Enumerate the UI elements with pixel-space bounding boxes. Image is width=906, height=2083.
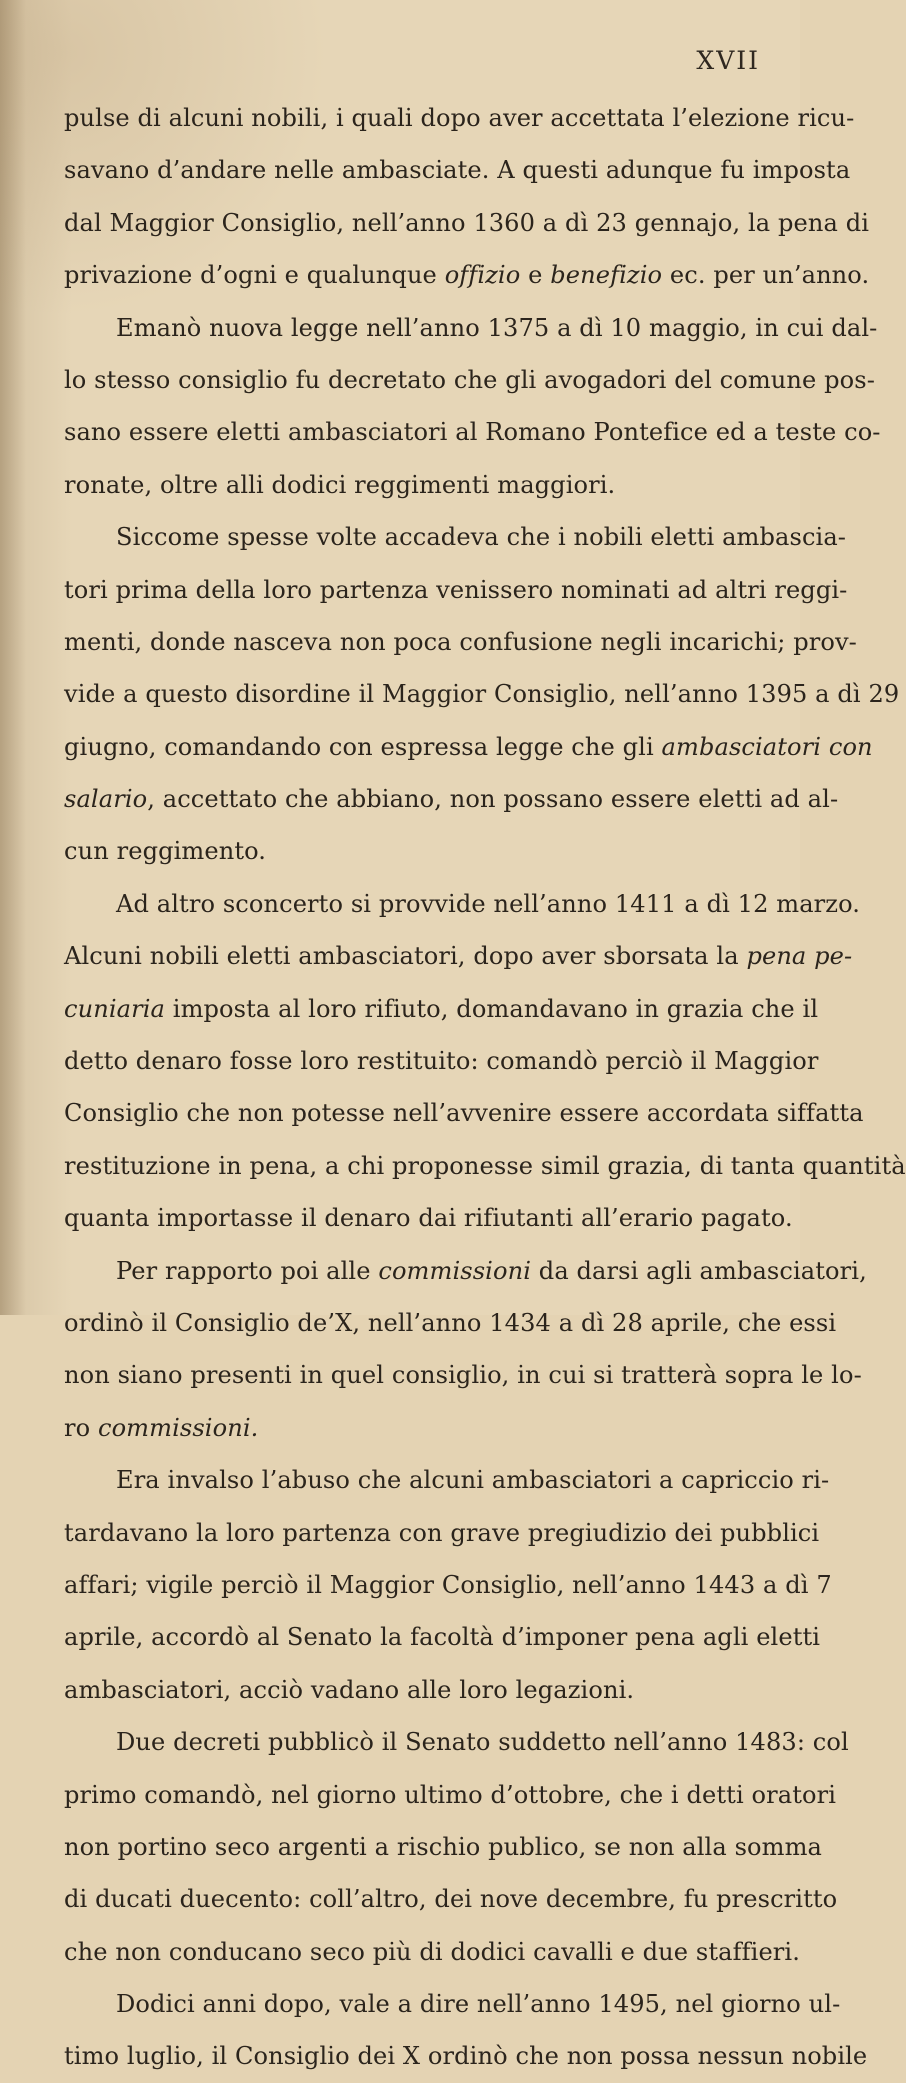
- line-text: Consiglio che non potesse nell’avvenire essere accordata siffatta: [64, 1099, 864, 1128]
- line-text: di ducati duecento: coll’altro, dei nove decembre, fu prescritto: [64, 1885, 838, 1914]
- line-text: vide a questo disordine il Maggior Consiglio, nell’anno 1395 a dì 29: [64, 680, 900, 709]
- text-line: [64, 1926, 800, 1978]
- line-text: ec. per un’anno.: [662, 261, 870, 290]
- line-text: e: [520, 261, 551, 290]
- line-text: dal Maggior Consiglio, nell’anno 1360 a dì 23 gennajo, la pena di: [64, 208, 870, 237]
- line-text: savano d’andare nelle ambasciate. A questi adunque fu imposta: [64, 156, 851, 185]
- line-text: Per rapporto poi alle: [116, 1256, 379, 1285]
- text-line: [64, 1035, 819, 1087]
- text-line: [64, 197, 870, 249]
- text-line: [64, 564, 848, 616]
- text-line: [64, 1402, 764, 1454]
- page-edge-shadow: [0, 0, 26, 1315]
- line-text: menti, donde nasceva non poca confusione negli incarichi; prov-: [64, 627, 857, 656]
- text-line: [64, 1716, 849, 1768]
- text-line: [64, 1192, 793, 1244]
- line-text: privazione d’ogni e qualunque: [64, 261, 445, 290]
- italic-term: pena pe-: [746, 942, 853, 971]
- body-text: [64, 92, 906, 2083]
- line-text: tori prima della loro partenza venissero nominati ad altri reggi-: [64, 575, 848, 604]
- text-line: [64, 302, 878, 354]
- text-line: [64, 1245, 867, 1297]
- text-line: [64, 1140, 906, 1192]
- line-text: Ad altro sconcerto si provvide nell’anno 1411 a dì 12 marzo.: [116, 889, 861, 918]
- italic-term: benefizio: [550, 261, 663, 290]
- italic-term: cuniaria: [64, 994, 165, 1023]
- text-line: [64, 773, 839, 825]
- text-line: [64, 2030, 868, 2082]
- text-line: [64, 1769, 837, 1821]
- line-text: sano essere eletti ambasciatori al Romano Pontefice ed a teste co-: [64, 418, 881, 447]
- line-text: ambasciatori, acciò vadano alle loro legazioni.: [64, 1675, 635, 1704]
- text-line: [64, 1349, 862, 1401]
- italic-term: ambasciatori con: [661, 732, 873, 761]
- line-text: Emanò nuova legge nell’anno 1375 a dì 10 maggio, in cui dal-: [116, 313, 878, 342]
- text-line: [64, 825, 764, 877]
- line-text: pulse di alcuni nobili, i quali dopo aver accettata l’elezione ricu-: [64, 104, 855, 132]
- text-line: [64, 1559, 832, 1611]
- line-text: non portino seco argenti a rischio publico, se non alla somma: [64, 1832, 823, 1861]
- line-text: imposta al loro rifiuto, domandavano in grazia che il: [165, 994, 819, 1023]
- text-line: [64, 144, 851, 196]
- italic-term: commissioni.: [97, 1413, 259, 1442]
- text-line: [64, 459, 764, 511]
- line-text: Alcuni nobili eletti ambasciatori, dopo aver sborsata la: [64, 942, 747, 971]
- line-text: quanta importasse il denaro dai rifiutanti all’erario pagato.: [64, 1204, 793, 1233]
- line-text: ro: [64, 1413, 98, 1442]
- line-text: non siano presenti in quel consiglio, in cui si tratterà sopra le lo-: [64, 1361, 862, 1390]
- page-header: [0, 46, 800, 86]
- text-line: [64, 1978, 841, 2030]
- text-line: [64, 1611, 821, 1663]
- text-line: [64, 249, 870, 301]
- text-line: [64, 878, 861, 930]
- text-line: [64, 1454, 830, 1506]
- line-text: Due decreti pubblicò il Senato suddetto nell’anno 1483: col: [116, 1728, 849, 1757]
- line-text: che non conducano seco più di dodici cavalli e due staffieri.: [64, 1937, 800, 1966]
- text-line: [64, 354, 875, 406]
- text-line: [64, 1664, 764, 1716]
- line-text: , accettato che abbiano, non possano essere eletti ad al-: [147, 785, 839, 814]
- text-line: [64, 983, 819, 1035]
- line-text: da darsi agli ambasciatori,: [531, 1256, 867, 1285]
- text-line: [64, 1507, 820, 1559]
- line-text: primo comandò, nel giorno ultimo d’ottobre, che i detti oratori: [64, 1780, 837, 1809]
- text-line: [64, 1821, 823, 1873]
- line-text: Siccome spesse volte accadeva che i nobili eletti ambascia-: [116, 523, 847, 552]
- text-line: [64, 668, 900, 720]
- line-text: aprile, accordò al Senato la facoltà d’imponer pena agli eletti: [64, 1623, 821, 1652]
- text-line: [64, 511, 847, 563]
- text-line: [64, 92, 855, 144]
- text-line: [64, 930, 853, 982]
- line-text: detto denaro fosse loro restituito: comandò perciò il Maggior: [64, 1047, 819, 1076]
- italic-term: commissioni: [378, 1256, 532, 1285]
- italic-term: offizio: [444, 261, 521, 290]
- line-text: lo stesso consiglio fu decretato che gli avogadori del comune pos-: [64, 365, 875, 394]
- text-line: [64, 721, 873, 773]
- line-text: affari; vigile perciò il Maggior Consiglio, nell’anno 1443 a dì 7: [64, 1570, 832, 1599]
- text-line: [64, 616, 857, 668]
- line-text: cun reggimento.: [64, 837, 267, 866]
- line-text: restituzione in pena, a chi proponesse simil grazia, di tanta quantità: [64, 1151, 906, 1180]
- line-text: Dodici anni dopo, vale a dire nell’anno 1495, nel giorno ul-: [116, 1990, 841, 2019]
- line-text: ordinò il Consiglio de’X, nell’anno 1434 a dì 28 aprile, che essi: [64, 1308, 837, 1337]
- italic-term: salario: [64, 785, 148, 814]
- line-text: giugno, comandando con espressa legge che gli: [64, 732, 662, 761]
- page-number: XVII: [696, 46, 760, 75]
- line-text: Era invalso l’abuso che alcuni ambasciatori a capriccio ri-: [116, 1466, 830, 1495]
- line-text: tardavano la loro partenza con grave pregiudizio dei pubblici: [64, 1518, 820, 1547]
- text-line: [64, 1087, 864, 1139]
- line-text: timo luglio, il Consiglio dei X ordinò che non possa nessun nobile: [64, 2042, 868, 2071]
- text-line: [64, 406, 881, 458]
- text-line: [64, 1873, 838, 1925]
- text-line: [64, 1297, 837, 1349]
- line-text: ronate, oltre alli dodici reggimenti maggiori.: [64, 470, 616, 499]
